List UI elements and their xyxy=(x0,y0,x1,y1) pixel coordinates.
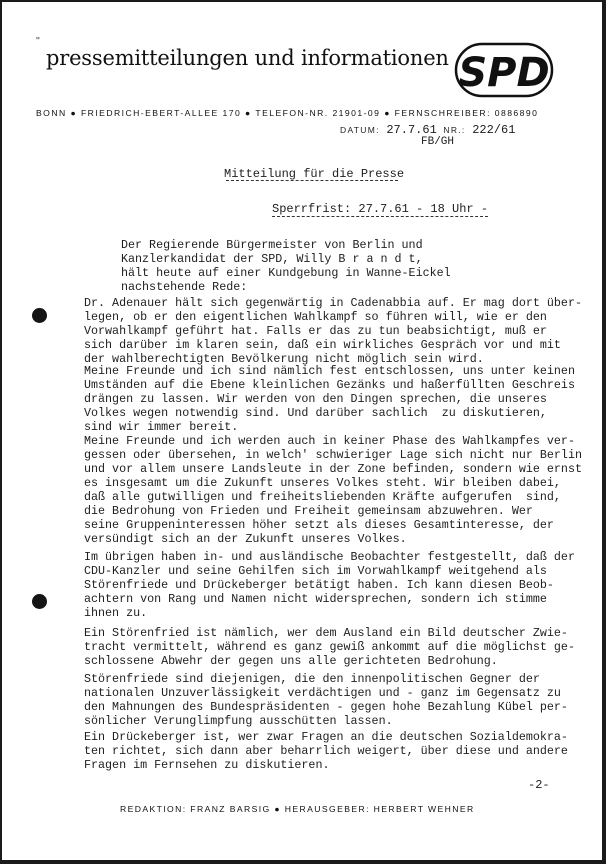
nr-value: 222/61 xyxy=(472,123,516,137)
document-title: Mitteilung für die Presse xyxy=(224,167,405,181)
press-release-page xyxy=(2,2,602,860)
footer-editorial: REDAKTION: FRANZ BARSIG ● HERAUSGEBER: HERBERT WEHNER xyxy=(120,804,475,814)
dateline xyxy=(340,123,515,137)
reference-initials: FB/GH xyxy=(421,136,455,148)
body-paragraph-1: Dr. Adenauer hält sich gegenwärtig in Cadenabbia auf. Er mag dort über- legen, ob er den eigentlichen Wahlkampf so führen will, wie er den Vorwahlkampf geführt hat. Falls er das zu tun beabsichtigt, muß er sich darüber im klaren sein, daß ein wirkliches Gespräch vor und mit der wahlberechtigten Bevölkerung nicht möglich sein wird. xyxy=(84,296,582,366)
svg-text:SPD: SPD xyxy=(458,50,550,96)
punch-hole xyxy=(32,308,47,323)
embargo-underline xyxy=(272,216,488,217)
body-paragraph-4: Im übrigen haben in- und ausländische Beobachter festgestellt, daß der CDU-Kanzler und seine Gehilfen sich im Vorwahlkampf weitgehend als Störenfriede und Drückeberger betätigt haben. Ich kann diesen Beob- achtern von Rang und Namen nicht widersprechen, sondern ich stimme ihnen zu. xyxy=(84,550,575,620)
body-paragraph-2: Meine Freunde und ich sind nämlich fest entschlossen, uns unter keinen Umständen auf die Ebene kleinlichen Gezänks und haßerfüllten Geschreis drängen zu lassen. Wir werden von den Dingen sprechen, die unseres Volkes wegen notwendig sind. Und darüber sachlich zu diskutieren, sind wir immer bereit. xyxy=(84,364,575,434)
corner-mark: '' xyxy=(36,36,40,47)
body-paragraph-6: Störenfriede sind diejenigen, die den innenpolitischen Gegner der nationalen Unzuverlässigkeit verdächtigen und - ganz im Gegensatz zu den Mahnungen des Bundespräsidenten - gegen hohe Bezahlung Kübel per- sönlicher Verunglimpfung ausschütten lassen. xyxy=(84,672,568,728)
datum-value: 27.7.61 xyxy=(386,123,437,137)
spd-logo-icon xyxy=(454,40,554,100)
datum-label: DATUM: xyxy=(340,125,380,135)
body-paragraph-7: Ein Drückeberger ist, wer zwar Fragen an die deutschen Sozialdemokra- ten richtet, sich dann aber beharrlich weigert, über diese und andere Fragen im Fernsehen zu diskutieren. xyxy=(84,730,568,772)
body-paragraph-5: Ein Störenfried ist nämlich, wer dem Ausland ein Bild deutscher Zwie- tracht vermittelt, während es ganz gewiß ankommt auf die möglichst ge- schlossene Abwehr der gegen uns alle gerichteten Bedrohung. xyxy=(84,626,575,668)
body-paragraph-3: Meine Freunde und ich werden auch in keiner Phase des Wahlkampfes ver- gessen oder übersehen, in welch' schwieriger Lage sich nicht nur Berlin und vor allem unsere Landsleute in der Zone befinden, sondern wie ernst es insgesamt um die Zukunft unseres Volkes steht. Wir bleiben dabei, daß alle gutwilligen und freiheitsliebenden Kräfte aufgerufen sind, die Bedrohung von Frieden und Freiheit gemeinsam abzuwehren. Wer seine Gruppeninteressen höher setzt als dieses Gesamtinteresse, der versündigt sich an der Zukunft unseres Volkes. xyxy=(84,434,582,546)
address-line: BONN ● FRIEDRICH-EBERT-ALLEE 170 ● TELEFON-NR. 21901-09 ● FERNSCHREIBER: 0886890 xyxy=(36,108,539,118)
masthead-title: pressemitteilungen und informationen xyxy=(46,46,449,70)
embargo-line: Sperrfrist: 27.7.61 - 18 Uhr - xyxy=(272,202,489,216)
intro-paragraph: Der Regierende Bürgermeister von Berlin und Kanzlerkandidat der SPD, Willy B r a n d t, hält heute auf einer Kundgebung in Wanne-Eickel nachstehende Rede: xyxy=(121,238,451,294)
title-underline xyxy=(226,180,398,181)
nr-label: NR.: xyxy=(443,125,466,135)
punch-hole xyxy=(32,594,47,609)
page-number: -2- xyxy=(528,778,550,792)
